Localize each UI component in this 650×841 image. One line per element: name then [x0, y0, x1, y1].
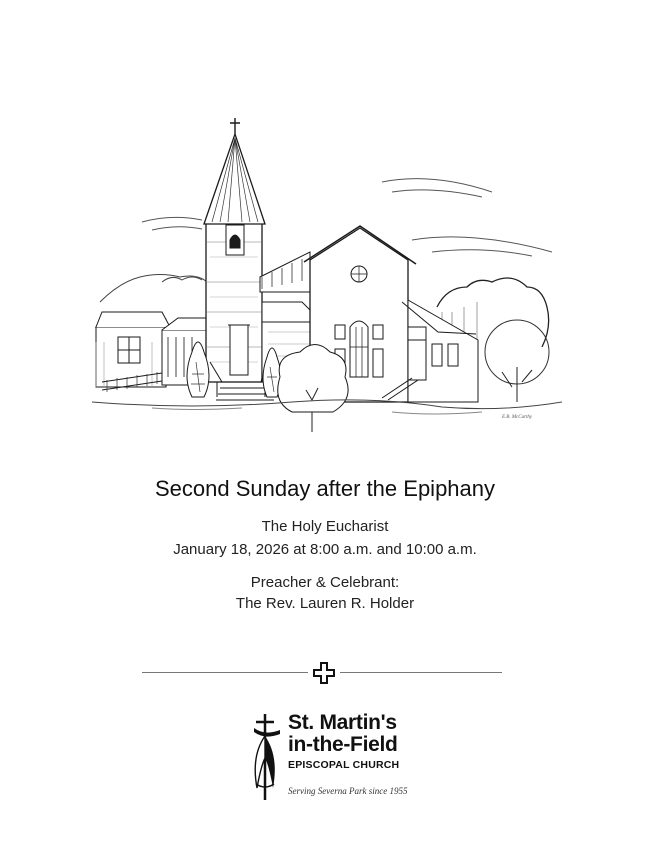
church-logo [250, 712, 410, 802]
divider-line-left [142, 672, 308, 673]
logo-name-line2: in-the-Field [288, 733, 398, 756]
service-datetime: January 18, 2026 at 8:00 a.m. and 10:00 a.m. [173, 541, 477, 558]
logo-name-line1: St. Martin's [288, 711, 397, 734]
logo-subtitle: EPISCOPAL CHURCH [288, 759, 400, 771]
logo-tagline: Serving Severna Park since 1955 [288, 786, 408, 796]
service-name: The Holy Eucharist [261, 518, 389, 535]
cross-icon [312, 661, 336, 685]
clergy-name: The Rev. Lauren R. Holder [235, 595, 415, 612]
artist-signature: E.B. McCarthy [502, 415, 533, 420]
church-logo-mark [250, 714, 284, 802]
section-divider [142, 661, 502, 685]
divider-line-right [340, 672, 502, 673]
church-illustration [92, 112, 562, 442]
clergy-role: Preacher & Celebrant: [250, 574, 400, 591]
page-title: Second Sunday after the Epiphany [154, 476, 496, 501]
